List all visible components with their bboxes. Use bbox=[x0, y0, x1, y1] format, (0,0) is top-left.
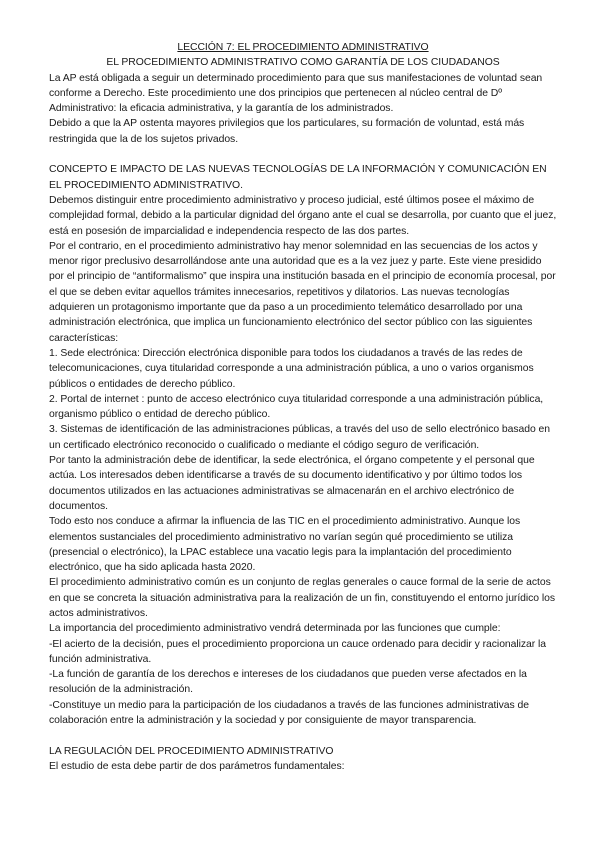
page-subtitle: EL PROCEDIMIENTO ADMINISTRATIVO COMO GARANTÍA DE LOS CIUDADANOS bbox=[106, 57, 500, 69]
spacer bbox=[49, 147, 557, 162]
list-item: -La función de garantía de los derechos e intereses de los ciudadanos que pueden verse afectados en la resolución de la administración. bbox=[49, 669, 527, 696]
body-paragraph: Debemos distinguir entre procedimiento administrativo y proceso judicial, esté últimos posee el máximo de complejidad formal, debido a la particular dignidad del órgano ante el cual se desarrolla, por cuanto que el juez, está en posesión de imparcialidad e independencia respecto de las dos partes. bbox=[49, 194, 557, 237]
list-item: -El acierto de la decisión, pues el procedimiento proporciona un cauce ordenado para decidir y racionalizar la función administrativa. bbox=[49, 638, 547, 665]
body-paragraph: Por el contrario, en el procedimiento administrativo hay menor solemnidad en las secuencias de los actos y menor rigor preclusivo desarrollándose ante una autoridad que es a la vez juez y parte. Este viene presidido por el principio de “antiformalismo” que inspira una institución basada en el principio de economía procesal, por el que se deben evitar aquellos trámites innecesarios, repetitivos y dilatorios. Las nuevas tecnologías adquieren un protagonismo importante que da paso a un procedimiento telemático desarrollado por una administración electrónica, que implica un funcionamiento electrónico del sector público con las siguientes características: bbox=[49, 240, 556, 344]
section-heading: CONCEPTO E IMPACTO DE LAS NUEVAS TECNOLOGÍAS DE LA INFORMACIÓN Y COMUNICACIÓN EN EL PROCEDIMIENTO ADMINISTRATIVO. bbox=[49, 164, 547, 191]
list-item: 1. Sede electrónica: Dirección electrónica disponible para todos los ciudadanos a través de las redes de telecomunicaciones, cuya titularidad corresponde a una administración pública, a uno o varios organismos públicos o entidades de derecho público. bbox=[49, 347, 534, 390]
page-title: LECCIÓN 7: EL PROCEDIMIENTO ADMINISTRATIVO bbox=[177, 42, 429, 53]
body-paragraph: Todo esto nos conduce a afirmar la influencia de las TIC en el procedimiento administrativo. Aunque los elementos sustanciales del procedimiento administrativo no varían según qué procedimiento se utiliza (presencial o electrónico), la LPAC establece una vacatio legis para la implantación del procedimiento electrónico, que ha sido aplicada hasta 2020. bbox=[49, 516, 521, 574]
intro-paragraph: La AP está obligada a seguir un determinado procedimiento para que sus manifestaciones de voluntad sean conforme a Derecho. Este procedimiento une dos principios que pertenecen al núcleo central de Dº Administrativo: la eficacia administrativa, y la garantía de los administrados. bbox=[49, 72, 543, 115]
body-paragraph: El procedimiento administrativo común es un conjunto de reglas generales o cauce formal de la serie de actos en que se concreta la situación administrativa para la realización de un fin, constituyendo el entorno jurídico los actos administrativos. bbox=[49, 577, 556, 619]
section-heading: LA REGULACIÓN DEL PROCEDIMIENTO ADMINISTRATIVO bbox=[49, 745, 334, 757]
spacer bbox=[49, 728, 557, 743]
body-paragraph: El estudio de esta debe partir de dos parámetros fundamentales: bbox=[49, 760, 345, 772]
list-item: -Constituye un medio para la participación de los ciudadanos a través de las funciones administrativas de colaboración entre la administración y la sociedad y por consiguiente de mayor transparencia. bbox=[49, 699, 529, 727]
document-body bbox=[49, 40, 557, 774]
body-paragraph: Por tanto la administración debe de identificar, la sede electrónica, el órgano competente y el personal que actúa. Los interesados deben identificarse a través de su documento identificativo y por último todos los documentos utilizados en las actuaciones administrativas se almacenarán en el archivo electrónico de documentos. bbox=[49, 455, 535, 512]
list-item: 3. Sistemas de identificación de las administraciones públicas, a través del uso de sello electrónico basado en un certificado electrónico reconocido o cualificado o mediante el código seguro de verificación. bbox=[49, 424, 550, 451]
list-item: 2. Portal de internet : punto de acceso electrónico cuya titularidad corresponde a una administración pública, organismo público o entidad de derecho público. bbox=[49, 393, 544, 421]
body-paragraph: La importancia del procedimiento administrativo vendrá determinada por las funciones que cumple: bbox=[49, 623, 501, 635]
intro-paragraph: Debido a que la AP ostenta mayores privilegios que los particulares, su formación de voluntad, está más restringida que la de los sujetos privados. bbox=[49, 118, 525, 145]
